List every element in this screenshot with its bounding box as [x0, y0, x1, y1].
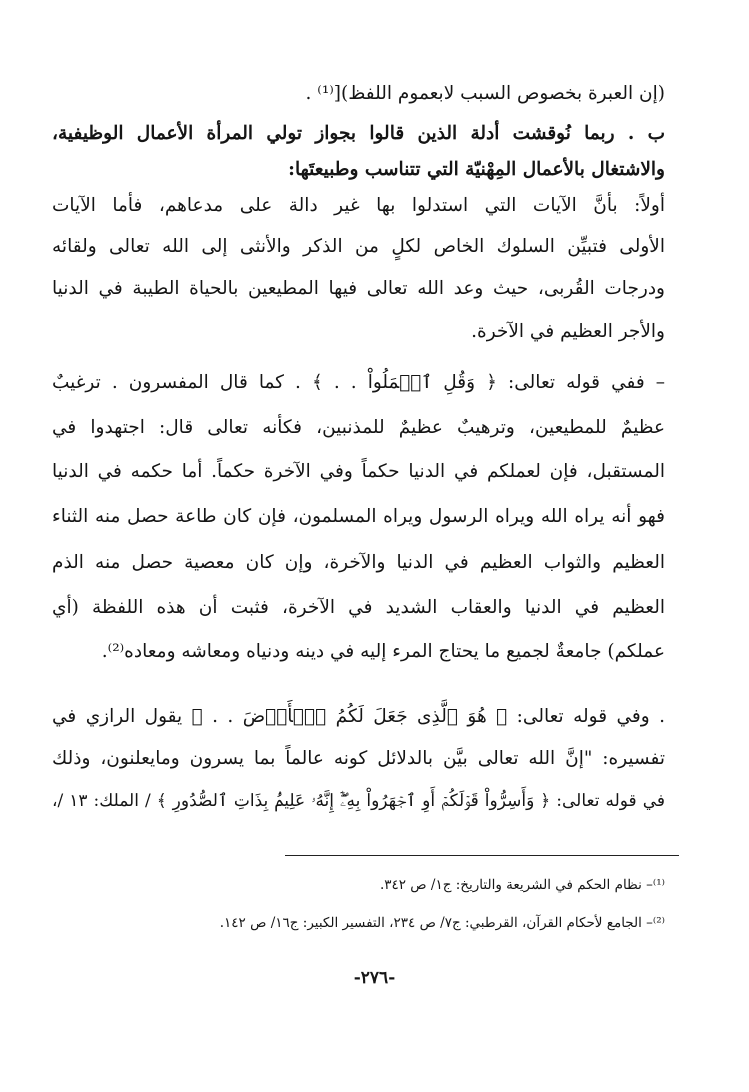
- footnote-1: ⁽¹⁾– نظام الحكم في الشريعة والتاريخ: ج١/ ص ٣٤٢.: [379, 877, 665, 893]
- paragraph-2-line-1: – ففي قوله تعالى: ﴿ وَقُلِ ٱعۡمَلُواْ . . ﴾ . كما قال المفسرون . ترغيبٌ: [52, 372, 665, 393]
- paragraph-2-line-6: العظيم في الدنيا والعقاب الشديد في الآخرة، فثبت أن هذه اللفظة (أي: [52, 597, 665, 618]
- paragraph-1-line-3: ودرجات القُربى، حيث وعد الله تعالى فيها المطيعين بالحياة الطيبة في الدنيا: [52, 278, 665, 299]
- paragraph-2-line-4: فهو أنه يراه الله ويراه الرسول ويراه المسلمون، فإن كان طاعة حصل منه الثناء: [52, 506, 665, 527]
- footnote-2: ⁽²⁾– الجامع لأحكام القرآن، القرطبي: ج٧/ ص ٢٣٤، التفسير الكبير: ج١٦/ ص ١٤٢.: [219, 915, 665, 931]
- paragraph-1-line-1: أولاً: بأنَّ الآيات التي استدلوا بها غير دالة على مدعاهم، فأما الآيات: [52, 195, 665, 216]
- section-heading-line-1: ب . ربما نُوقشت أدلة الذين قالوا بجواز تولي المرأة الأعمال الوظيفية،: [52, 123, 665, 144]
- text-line-1: (إن العبرة بخصوص السبب لابعموم اللفظ)[⁽¹⁾ .: [305, 83, 665, 104]
- paragraph-3-line-3: في قوله تعالى: ﴿ وَأَسِرُّواْ قَوۡلَكُمۡ أَوِ ٱجۡهَرُواْ بِهِۦٓۖ إِنَّهُۥ عَلِيمُۢ بِذَاتِ ٱلصُّدُورِ ﴾ / الملك: ١٣ /،: [52, 791, 665, 811]
- paragraph-2-line-5: العظيم والثواب العظيم في الدنيا والآخرة، وإن كان معصية حصل منه الذم: [52, 552, 665, 573]
- paragraph-2-line-2: عظيمٌ للمطيعين، وترهيبٌ عظيمٌ للمذنبين، فكأنه تعالى قال: اجتهدوا في: [52, 417, 665, 438]
- paragraph-3-line-1: . وفي قوله تعالى: ﴿ هُوَ ٱلَّذِى جَعَلَ لَكُمُ ٱلۡأَرۡضَ . . ﴾ يقول الرازي في: [52, 706, 665, 727]
- paragraph-2-line-3: المستقبل، فإن لعملكم في الدنيا حكماً وفي الآخرة حكماً. أما حكمه في الدنيا: [52, 461, 665, 482]
- page-number: -٢٧٦-: [353, 968, 396, 988]
- paragraph-2-line-7: عملكم) جامعةٌ لجميع ما يحتاج المرء إليه في دينه ودنياه ومعاشه ومعاده⁽²⁾.: [101, 641, 665, 662]
- paragraph-3-line-2: تفسيره: "إنَّ الله تعالى بيَّن بالدلائل كونه عالماً بما يسرون ومايعلنون، وذلك: [52, 748, 665, 769]
- paragraph-1-line-4: والأجر العظيم في الآخرة.: [471, 321, 665, 342]
- paragraph-1-line-2: الأولى فتبيِّن السلوك الخاص لكلٍ من الذكر والأنثى إلى الله تعالى ولقائه: [52, 236, 665, 257]
- footnote-divider: [285, 855, 679, 856]
- section-heading-line-2: والاشتغال بالأعمال المِهْنيّة التي تتناسب وطبيعتَها:: [288, 159, 665, 180]
